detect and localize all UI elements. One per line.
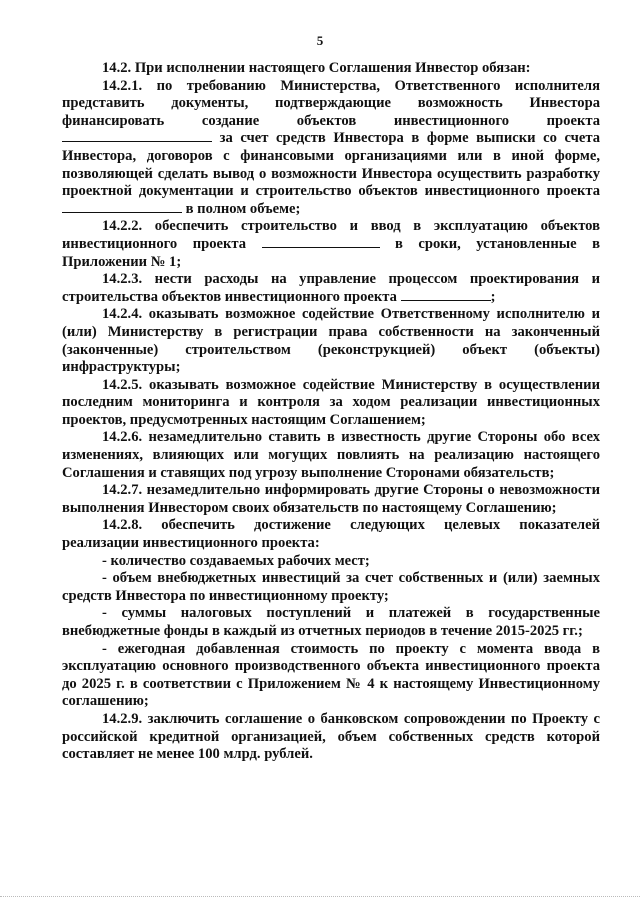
paragraph-14-2-6: 14.2.6. незамедлительно ставить в известность другие Стороны обо всех изменениях, влияющих или могущих повлиять на реализацию настоящего Соглашения и ставящих под угрозу выполнение Сторонами обязательств; bbox=[62, 429, 600, 481]
paragraph-14-2-7: 14.2.7. незамедлительно информировать другие Стороны о невозможности выполнения Инвестором своих обязательств по настоящему Соглашению; bbox=[62, 482, 600, 516]
scan-edge-noise bbox=[0, 896, 640, 899]
list-item: - суммы налоговых поступлений и платежей в государственные внебюджетные фонды в каждый из отчетных периодов в течение 2015-2025 гг.; bbox=[62, 605, 600, 639]
paragraph-text: 14.2.1. по требованию Министерства, Ответственного исполнителя представить документы, подтверждающие возможность Инвестора финансировать создание объектов инвестиционного проекта bbox=[62, 77, 600, 129]
paragraph-text: за счет средств Инвестора в форме выписки со счета Инвестора, договоров с финансовыми организациями или в иной форме, позволяющей сделать вывод о возможности Инвестора осуществить разработку проектной документации и строительство объектов инвестиционного проекта bbox=[62, 130, 600, 200]
list-item: - количество создаваемых рабочих мест; bbox=[102, 552, 370, 569]
paragraph-14-2-8: 14.2.8. обеспечить достижение следующих целевых показателей реализации инвестиционного проекта: bbox=[62, 517, 600, 552]
blank-field bbox=[401, 289, 491, 301]
paragraph-14-2-5: 14.2.5. оказывать возможное содействие Министерству в осуществлении последним мониторинга и контроля за ходом реализации инвестиционных проектов, предусмотренных настоящим Соглашением; bbox=[62, 376, 600, 428]
paragraph-text: в сроки, установленные в Приложении № 1; bbox=[62, 235, 600, 270]
paragraph-text: ; bbox=[490, 288, 496, 305]
paragraph-14-2 bbox=[62, 60, 600, 78]
blank-field bbox=[262, 236, 380, 248]
document-body bbox=[62, 60, 600, 764]
list-item: - объем внебюджетных инвестиций за счет собственных и (или) заемных средств Инвестора по инвестиционному проекту; bbox=[62, 570, 600, 604]
paragraph-text: 14.2.3. нести расходы на управление процессом проектирования и строительства объектов инвестиционного проекта bbox=[62, 271, 600, 305]
paragraph-14-2-1 bbox=[62, 78, 600, 219]
blank-field bbox=[62, 201, 182, 213]
paragraph-14-2-9: 14.2.9. заключить соглашение о банковском сопровождении по Проекту с российской кредитной организацией, объем собственных средств которой составляет не менее 100 млрд. рублей. bbox=[62, 710, 600, 763]
paragraph-text: 14.2. При исполнении настоящего Соглашения Инвестор обязан: bbox=[102, 60, 531, 76]
paragraph-text: 14.2.2. обеспечить строительство и ввод в эксплуатацию объектов инвестиционного проекта bbox=[62, 218, 600, 252]
paragraph-14-2-3 bbox=[62, 271, 600, 306]
paragraph-14-2-2 bbox=[62, 218, 600, 271]
page-number: 5 bbox=[316, 33, 324, 48]
list-item: - ежегодная добавленная стоимость по проекту с момента ввода в эксплуатацию основного производственного объекта инвестиционного проекта до 2025 г. в соответствии с Приложением № 4 к настоящему Инвестиционному соглашению; bbox=[62, 640, 600, 710]
blank-field bbox=[62, 130, 212, 142]
paragraph-text: в полном объеме; bbox=[185, 200, 301, 217]
paragraph-14-2-4: 14.2.4. оказывать возможное содействие Ответственному исполнителю и (или) Министерству в регистрации права собственности на законченный (законченные) строительством (реконструкцией) объект (объекты) инфраструктуры; bbox=[62, 306, 600, 376]
